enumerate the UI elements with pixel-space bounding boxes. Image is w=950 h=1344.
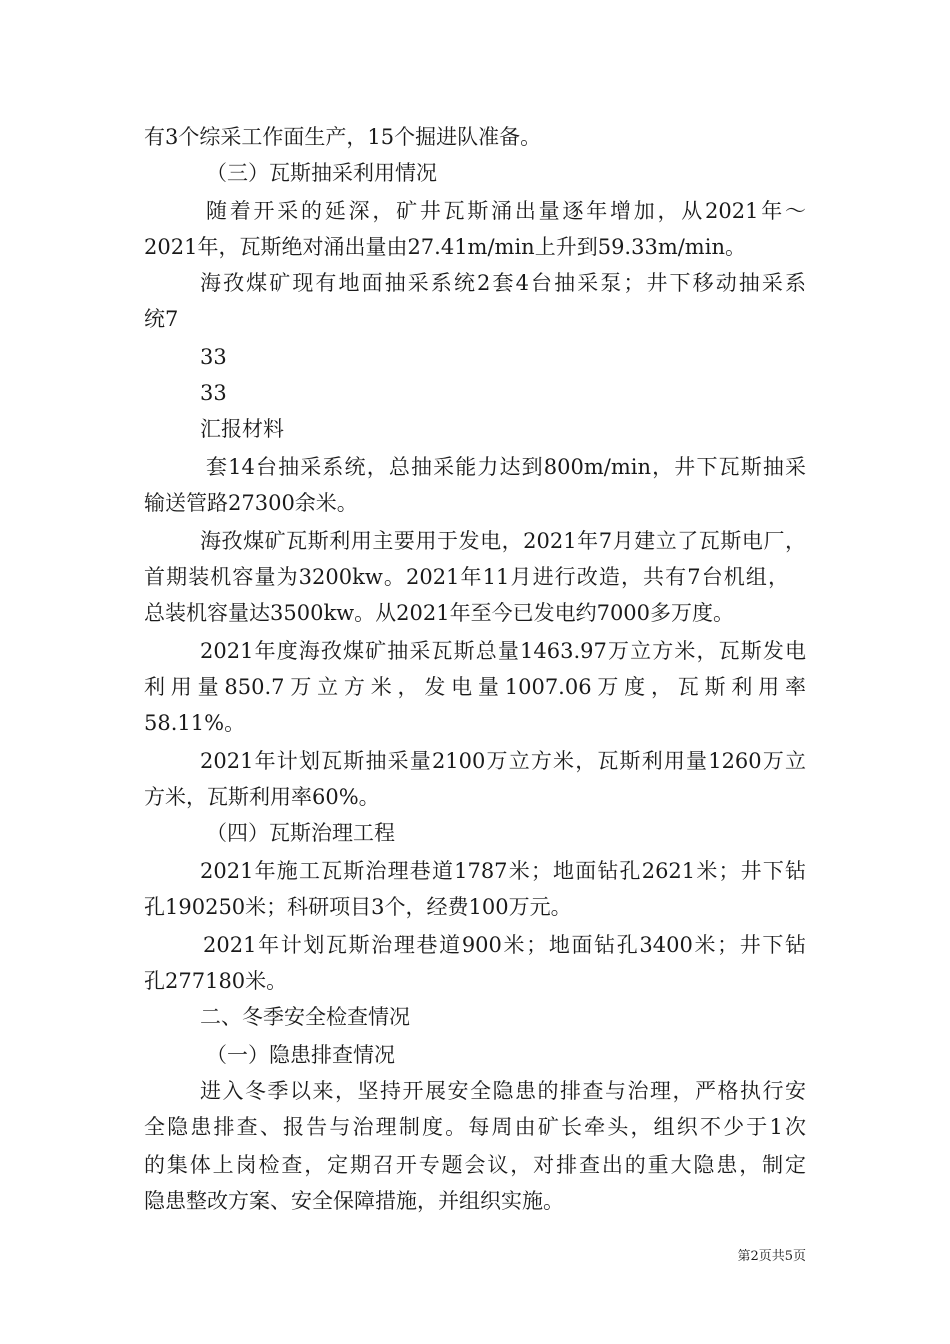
text-line: 方米，瓦斯利用率60%。 [144, 785, 380, 809]
page-number: 第2页共5页 [737, 1249, 806, 1264]
text-line: 统7 [144, 307, 179, 331]
text-line: 隐患整改方案、安全保障措施，并组织实施。 [144, 1189, 564, 1213]
text-line: 有3个综采工作面生产，15个掘进队准备。 [144, 125, 542, 149]
text-line: 2021年度海孜煤矿抽采瓦斯总量1463.97万立方米，瓦斯发电 [200, 639, 806, 663]
section-heading: （一）隐患排查情况 [206, 1043, 395, 1067]
text-line: 汇报材料 [200, 417, 284, 441]
text-line: 2021年施工瓦斯治理巷道1787米；地面钻孔2621米；井下钻 [200, 859, 806, 883]
text-line: 套14台抽采系统，总抽采能力达到800m/min，井下瓦斯抽采 [206, 455, 806, 479]
text-line: 孔277180米。 [144, 969, 288, 993]
text-line: 2021年，瓦斯绝对涌出量由27.41m/min上升到59.33m/min。 [144, 235, 746, 259]
text-line: 首期装机容量为3200kw。2021年11月进行改造，共有7台机组， [144, 565, 789, 589]
text-line: 33 [200, 381, 227, 405]
text-line: 总装机容量达3500kw。从2021年至今已发电约7000多万度。 [144, 601, 735, 625]
text-line: 2021年计划瓦斯治理巷道900米；地面钻孔3400米；井下钻 [203, 933, 806, 957]
text-line: 利用量850.7万立方米，发电量1007.06万度，瓦斯利用率 [144, 675, 806, 699]
text-line: 全隐患排查、报告与治理制度。每周由矿长牵头，组织不少于1次 [144, 1115, 806, 1139]
text-line: 2021年计划瓦斯抽采量2100万立方米，瓦斯利用量1260万立 [200, 749, 806, 773]
text-line: 孔190250米；科研项目3个，经费100万元。 [144, 895, 572, 919]
section-heading: （三）瓦斯抽采利用情况 [206, 161, 437, 185]
text-line: 随着开采的延深，矿井瓦斯涌出量逐年增加，从2021年～ [206, 199, 806, 223]
text-line: 33 [200, 345, 227, 369]
text-line: 输送管路27300余米。 [144, 491, 358, 515]
text-line: 58.11%。 [144, 711, 246, 735]
text-line: 海孜煤矿现有地面抽采系统2套4台抽采泵；井下移动抽采系 [200, 271, 806, 295]
text-line: 海孜煤矿瓦斯利用主要用于发电，2021年7月建立了瓦斯电厂， [200, 529, 806, 553]
section-heading: （四）瓦斯治理工程 [206, 821, 395, 845]
section-heading: 二、冬季安全检查情况 [200, 1005, 410, 1029]
text-line: 进入冬季以来，坚持开展安全隐患的排查与治理，严格执行安 [200, 1079, 806, 1103]
text-line: 的集体上岗检查，定期召开专题会议，对排查出的重大隐患，制定 [144, 1153, 806, 1177]
